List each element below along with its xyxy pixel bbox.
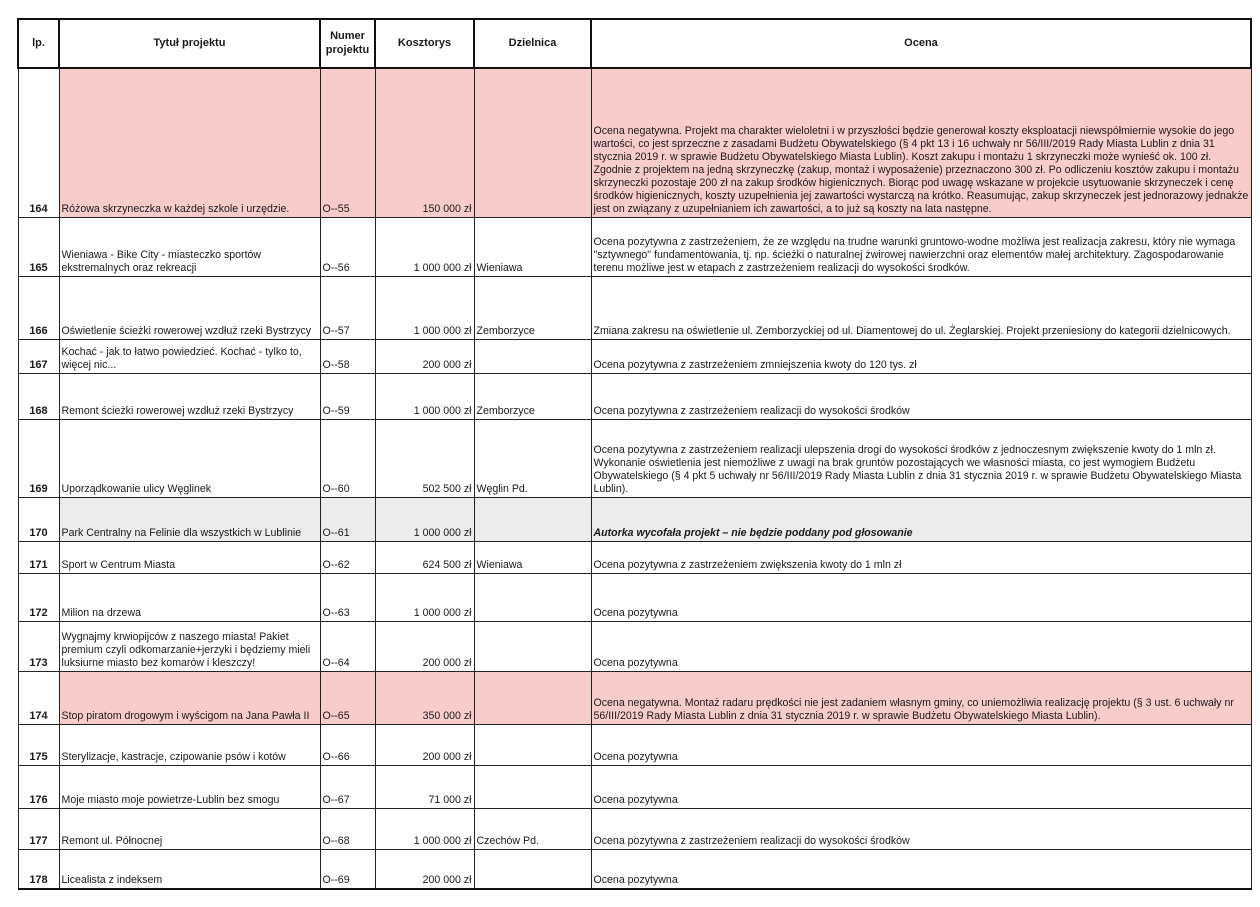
row-number: O--61 — [320, 497, 375, 541]
row-title: Sport w Centrum Miasta — [59, 541, 320, 573]
row-number: O--60 — [320, 419, 375, 497]
row-cost: 1 000 000 zł — [375, 573, 474, 621]
row-title: Milion na drzewa — [59, 573, 320, 621]
header-number: Numer projektu — [320, 19, 375, 68]
table-row — [18, 765, 1251, 808]
row-assessment: Ocena pozytywna z zastrzeżeniem realizacji do wysokości środków — [591, 373, 1251, 419]
row-number: O--57 — [320, 276, 375, 339]
table-row — [18, 541, 1251, 573]
row-title: Park Centralny na Felinie dla wszystkich w Lublinie — [59, 497, 320, 541]
row-lp: 172 — [18, 573, 59, 621]
table-row — [18, 621, 1251, 671]
header-district: Dzielnica — [474, 19, 591, 68]
row-cost: 502 500 zł — [375, 419, 474, 497]
row-cost: 71 000 zł — [375, 765, 474, 808]
row-district — [474, 339, 591, 373]
header-cost: Kosztorys — [375, 19, 474, 68]
row-lp: 171 — [18, 541, 59, 573]
row-number: O--59 — [320, 373, 375, 419]
row-number: O--68 — [320, 808, 375, 849]
row-number: O--58 — [320, 339, 375, 373]
row-number: O--56 — [320, 217, 375, 276]
row-district: Czechów Pd. — [474, 808, 591, 849]
row-cost: 624 500 zł — [375, 541, 474, 573]
row-district — [474, 724, 591, 765]
row-assessment: Ocena pozytywna z zastrzeżeniem zmniejszenia kwoty do 120 tys. zł — [591, 339, 1251, 373]
row-cost: 1 000 000 zł — [375, 276, 474, 339]
row-lp: 164 — [18, 68, 59, 217]
table-header-row — [18, 19, 1251, 68]
row-lp: 170 — [18, 497, 59, 541]
row-number: O--66 — [320, 724, 375, 765]
table-row — [18, 808, 1251, 849]
row-lp: 165 — [18, 217, 59, 276]
row-lp: 177 — [18, 808, 59, 849]
row-cost: 200 000 zł — [375, 339, 474, 373]
row-number: O--65 — [320, 671, 375, 724]
row-district — [474, 849, 591, 889]
row-lp: 166 — [18, 276, 59, 339]
table-row — [18, 724, 1251, 765]
row-lp: 173 — [18, 621, 59, 671]
row-district: Zemborzyce — [474, 276, 591, 339]
row-district: Węglin Pd. — [474, 419, 591, 497]
row-title: Moje miasto moje powietrze-Lublin bez smogu — [59, 765, 320, 808]
header-title: Tytuł projektu — [59, 19, 320, 68]
table-row — [18, 339, 1251, 373]
row-district — [474, 671, 591, 724]
row-cost: 200 000 zł — [375, 621, 474, 671]
table-row — [18, 276, 1251, 339]
row-lp: 176 — [18, 765, 59, 808]
row-assessment: Ocena pozytywna — [591, 849, 1251, 889]
table-row — [18, 419, 1251, 497]
row-title: Licealista z indeksem — [59, 849, 320, 889]
row-assessment: Ocena pozytywna — [591, 621, 1251, 671]
row-title: Oświetlenie ścieżki rowerowej wzdłuż rzeki Bystrzycy — [59, 276, 320, 339]
projects-table — [17, 18, 1252, 890]
row-assessment: Ocena pozytywna — [591, 724, 1251, 765]
row-assessment: Ocena negatywna. Montaż radaru prędkości nie jest zadaniem własnym gminy, co uniemożliwia realizację projektu (§ 3 ust. 6 uchwały nr 56/III/2019 Rady Miasta Lublin z dnia 31 stycznia 2019 r. w sprawie Budżetu Obywatelskiego Miasta Lublin). — [591, 671, 1251, 724]
row-cost: 200 000 zł — [375, 724, 474, 765]
row-number: O--64 — [320, 621, 375, 671]
row-title: Uporządkowanie ulicy Węglinek — [59, 419, 320, 497]
row-number: O--69 — [320, 849, 375, 889]
row-district — [474, 765, 591, 808]
row-lp: 175 — [18, 724, 59, 765]
row-district — [474, 621, 591, 671]
row-lp: 168 — [18, 373, 59, 419]
row-assessment: Ocena pozytywna — [591, 765, 1251, 808]
row-title: Różowa skrzyneczka w każdej szkole i urzędzie. — [59, 68, 320, 217]
row-number: O--63 — [320, 573, 375, 621]
row-number: O--62 — [320, 541, 375, 573]
row-title: Wygnajmy krwiopijców z naszego miasta! Pakiet premium czyli odkomarzanie+jerzyki i będziemy mieli luksiurne miasto bez komarów i kleszczy! — [59, 621, 320, 671]
row-assessment: Ocena pozytywna z zastrzeżeniem realizacji do wysokości środków — [591, 808, 1251, 849]
row-cost: 1 000 000 zł — [375, 373, 474, 419]
row-title: Stop piratom drogowym i wyścigom na Jana Pawła II — [59, 671, 320, 724]
header-assessment: Ocena — [591, 19, 1251, 68]
row-district: Wieniawa — [474, 541, 591, 573]
row-title: Remont ścieżki rowerowej wzdłuż rzeki Bystrzycy — [59, 373, 320, 419]
row-cost: 200 000 zł — [375, 849, 474, 889]
row-lp: 167 — [18, 339, 59, 373]
row-cost: 1 000 000 zł — [375, 808, 474, 849]
row-number: O--55 — [320, 68, 375, 217]
row-district — [474, 573, 591, 621]
row-district — [474, 68, 591, 217]
row-lp: 169 — [18, 419, 59, 497]
row-title: Sterylizacje, kastracje, czipowanie psów i kotów — [59, 724, 320, 765]
row-cost: 1 000 000 zł — [375, 497, 474, 541]
table-row — [18, 671, 1251, 724]
table-row — [18, 373, 1251, 419]
row-district — [474, 497, 591, 541]
row-title: Remont ul. Północnej — [59, 808, 320, 849]
table-row — [18, 573, 1251, 621]
row-number: O--67 — [320, 765, 375, 808]
row-cost: 350 000 zł — [375, 671, 474, 724]
row-title: Wieniawa - Bike City - miasteczko sportów ekstremalnych oraz rekreacji — [59, 217, 320, 276]
row-assessment: Ocena pozytywna z zastrzeżeniem realizacji ulepszenia drogi do wysokości środków z jednoczesnym zwiększenie kwoty do 1 mln zł. Wykonanie oświetlenia jest niemożliwe z uwagi na brak gruntów pozostających we własności miasta, co jest wymogiem Budżetu Obywatelskiego (§ 4 pkt 5 uchwały nr 56/III/2019 Rady Miasta Lublin z dnia 31 stycznia 2019 r. w sprawie Budżetu Obywatelskiego Miasta Lublin). — [591, 419, 1251, 497]
row-title: Kochać - jak to łatwo powiedzieć. Kochać - tylko to, więcej nic... — [59, 339, 320, 373]
row-assessment: Ocena pozytywna z zastrzeżeniem zwiększenia kwoty do 1 mln zł — [591, 541, 1251, 573]
row-lp: 174 — [18, 671, 59, 724]
row-assessment: Ocena pozytywna z zastrzeżeniem, że ze względu na trudne warunki gruntowo-wodne możliwa jest realizacja zakresu, który nie wymaga "sztywnego" fundamentowania, tj. np. ścieżki o naturalnej żwirowej nawierzchni oraz elementów małej architektury. Zagospodarowanie terenu możliwe jest w etapach z zastrzeżeniem realizacji do wysokości środków. — [591, 217, 1251, 276]
header-lp: lp. — [18, 19, 59, 68]
table-row — [18, 217, 1251, 276]
row-assessment: Ocena negatywna. Projekt ma charakter wieloletni i w przyszłości będzie generował koszty eksploatacji niewspółmiernie wysokie do jego wartości, co jest sprzeczne z zasadami Budżetu Obywatelskiego (§ 4 pkt 13 i 16 uchwały nr 56/III/2019 Rady Miasta Lublin z dnia 31 stycznia 2019 r. w sprawie Budżetu Obywatelskiego Miasta Lublin). Koszt zakupu i montażu 1 skrzyneczki może wynieść ok. 100 zł. Zgodnie z projektem na jedną skrzyneczkę (zakup, montaż i wyposażenie) przeznaczono 300 zł. Po odliczeniu kosztów zakupu i montażu skrzyneczki pozostaje 200 zł na zakup środków higienicznych. Biorąc pod uwagę wskazane w projekcie usytuowanie skrzyneczek i cenę środków higienicznych, koszty uzupełnienia jej zawartości wystarczą na krótko. Reasumując, zakup skrzyneczek jest jednorazowy jednakże jest on związany z uzupełnianiem ich zawartości, a to już są koszty na lata następne. — [591, 68, 1251, 217]
row-district: Wieniawa — [474, 217, 591, 276]
row-assessment: Autorka wycofała projekt – nie będzie poddany pod głosowanie — [591, 497, 1251, 541]
row-assessment: Zmiana zakresu na oświetlenie ul. Zemborzyckiej od ul. Diamentowej do ul. Żeglarskiej. Projekt przeniesiony do kategorii dzielnicowych. — [591, 276, 1251, 339]
table-row — [18, 68, 1251, 217]
row-lp: 178 — [18, 849, 59, 889]
row-district: Zemborzyce — [474, 373, 591, 419]
table-row — [18, 849, 1251, 889]
row-cost: 150 000 zł — [375, 68, 474, 217]
row-assessment: Ocena pozytywna — [591, 573, 1251, 621]
row-cost: 1 000 000 zł — [375, 217, 474, 276]
table-row — [18, 497, 1251, 541]
